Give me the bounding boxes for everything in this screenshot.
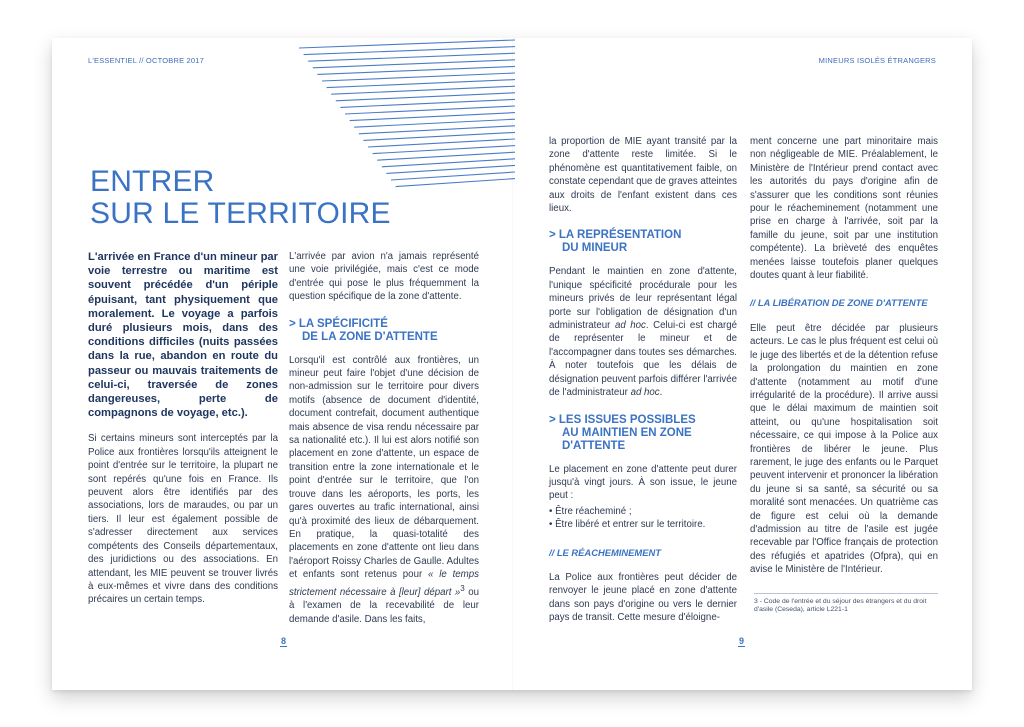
section-heading-specificite: > LA SPÉCIFICITÉ DE LA ZONE D'ATTENTE <box>289 317 438 343</box>
deco-stripe <box>373 146 515 154</box>
paragraph: la proportion de MIE ayant transité par la zone d'attente reste limitée. Si le phénomène est quantitativement faible, on constate cependant que de graves atteintes aux droits de l'enfant existent dans ces lieux. <box>549 136 737 215</box>
deco-stripe <box>391 172 515 180</box>
paragraph: ment concerne une part minoritaire mais non négligeable de MIE. Préalablement, le Ministère de l'Intérieur prend contact avec les autorités du pays d'origine afin de s'assurer que les conditions sont réunies pour le réacheminement (notamment une prise en charge à l'arrivée, soit par la famille du jeune, soit par une institution compétente). La brièveté des enquêtes menées laisse toutefois planer quelques doutes quant à leur fiabilité. <box>750 136 938 282</box>
deco-stripe <box>396 179 515 187</box>
deco-stripe <box>386 165 515 173</box>
quote: « le temps strictement nécessaire à [leur] départ » <box>289 569 479 598</box>
deco-stripe <box>331 86 515 94</box>
deco-stripe <box>377 152 515 160</box>
deco-stripe <box>336 93 515 101</box>
deco-stripe <box>382 159 515 167</box>
list-item: • Être libéré et entrer sur le territoire. <box>549 519 706 531</box>
deco-stripe <box>345 106 515 114</box>
title-line-2: SUR LE TERRITOIRE <box>90 197 391 230</box>
deco-stripe <box>299 40 515 48</box>
footnote: 3 - Code de l'entrée et du séjour des étrangers et du droit d'asile (Ceseda), article L221-1 <box>754 598 927 614</box>
deco-stripe <box>313 60 515 68</box>
column-2 <box>289 250 479 638</box>
section-heading-issues: > LES ISSUES POSSIBLES AU MAINTIEN EN ZONE D'ATTENTE <box>549 413 696 452</box>
deco-stripe <box>327 80 515 88</box>
footnote-ref: 3 <box>460 583 465 593</box>
deco-stripe <box>350 113 515 121</box>
running-header-right: MINEURS ISOLÉS ÉTRANGERS <box>818 56 936 65</box>
subheading-liberation: // LA LIBÉRATION DE ZONE D'ATTENTE <box>750 297 928 309</box>
column-4 <box>750 135 938 589</box>
paragraph: Lorsqu'il est contrôlé aux frontières, un mineur peut faire l'objet d'une décision de non-admission sur le territoire pour divers motifs (absence de document d'identité, document contrefait, document authentique mais absence de visa rendu nécessaire par sa nationalité etc.). Il lui est alors notifié son placement en zone d'attente, un espace de transition entre la zone internationale et le point d'entrée sur le territoire, que l'on trouve dans les aéroports, les ports, les gares ouvertes au trafic international, ainsi qu'à proximité des lieux de débarquement. En pratique, la quasi-totalité des placements en zone d'attente ont lieu dans l'aéroport Roissy Charles de Gaulle. Adultes et enfants sont retenus pour « le temps strictement nécessaire à [leur] départ »$^3$ ou à l'examen de la recevabilité de leur demande d'asile. Dans les faits, <box>289 354 479 625</box>
deco-stripe <box>322 73 515 81</box>
paragraph: Si certains mineurs sont interceptés par la Police aux frontières lorsqu'ils atteignent le point d'entrée sur le territoire, la plupart ne sont repérés qu'une fois en France. Ils peuvent alors être identifiés par des associations, lors de maraudes, ou par un tiers. Il leur est également possible de s'adresser directement aux services compétents des Conseils départementaux, des juridictions ou des associations. En attendant, les MIE peuvent se trouver livrés à eux-mêmes et vivre dans des conditions précaires un certain temps. <box>88 433 278 606</box>
paragraph: Pendant le maintien en zone d'attente, l'unique spécificité procédurale pour les mineurs privés de leur représentant légal porte sur l'obligation de désignation d'un administrateur ad hoc. Celui-ci est chargé de représenter le mineur et de l'accompagner dans toutes ses démarches. À noter toutefois que les délais de désignation peuvent parfois différer l'arrivée de l'administrateur ad hoc. <box>549 266 738 399</box>
footnote-rule <box>754 593 938 594</box>
section-heading-representation: > LA REPRÉSENTATION DU MINEUR <box>549 229 682 255</box>
deco-stripe <box>317 66 515 74</box>
page-title <box>90 166 391 230</box>
deco-stripe <box>354 119 515 127</box>
deco-stripe <box>308 53 515 61</box>
paragraph: L'arrivée par avion n'a jamais représenté une voie privilégiée, mais c'est ce mode d'entrée qui pose le plus fréquemment la question spécifique de la zone d'attente. <box>289 251 479 303</box>
paragraph: Le placement en zone d'attente peut durer jusqu'à vingt jours. À son issue, le jeune peut : <box>549 463 737 502</box>
page-number-left: 8 <box>281 636 287 646</box>
paragraph: La Police aux frontières peut décider de renvoyer le jeune placé en zone d'attente dans son pays d'origine ou vers le dernier pays de transit. Cette mesure d'éloigne- <box>549 571 737 624</box>
deco-stripe <box>340 99 515 107</box>
deco-stripe <box>304 47 515 55</box>
column-1 <box>88 250 278 619</box>
running-header-left: L'ESSENTIEL // OCTOBRE 2017 <box>88 56 205 65</box>
deco-stripe <box>363 132 515 140</box>
list-item: • Être réacheminé ; <box>549 505 632 517</box>
column-3 <box>549 135 737 637</box>
page-number-right: 9 <box>739 636 745 646</box>
magazine-spread <box>52 38 972 690</box>
lead-paragraph: L'arrivée en France d'un mineur par voie terrestre ou maritime est souvent précédée d'un périple épuisant, tant physiquement que moralement. Le voyage a parfois duré plusieurs mois, dans des conditions difficiles (nuits passées dans la rue, abandon en route du passeur ou mauvais traitements de celui-ci, traversée de zones dangereuses, perte de compagnons de voyage, etc.). <box>88 251 278 420</box>
paragraph: Elle peut être décidée par plusieurs acteurs. Le cas le plus fréquent est celui où le juge des libertés et de la détention refuse la prolongation du maintien en zone d'attente (notamment au motif d'une irrégularité de la procédure). Il arrive aussi que le délai maximum de maintien soit atteint, ou qu'une hospitalisation soit nécessaire, ce qui impose à la Police aux frontières de libérer le jeune. Plus rarement, le juge des enfants ou le Parquet peuvent intervenir et prononcer la libération du jeune si sa santé, sa sécurité ou sa moralité sont menacées. Un quatrième cas de figure est celui où la demande d'admission au titre de l'asile est jugée recevable par l'Office français de protection des réfugiés et apatrides (Ofpra), qui en avise le Ministère de l'Intérieur. <box>750 322 938 576</box>
bullet-list <box>549 505 737 532</box>
title-line-1: ENTRER <box>90 165 215 198</box>
deco-stripe <box>368 139 515 147</box>
deco-stripe <box>359 126 515 134</box>
subheading-reacheminement: // LE RÉACHEMINEMENT <box>549 546 661 558</box>
